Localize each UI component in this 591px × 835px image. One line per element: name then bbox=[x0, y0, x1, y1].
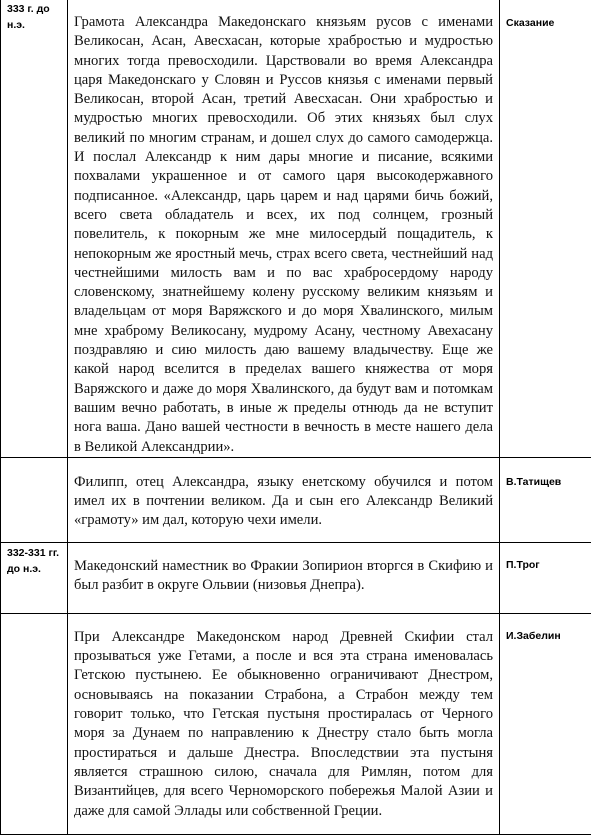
entry-text: Македонский наместник во Фракии Зопирион вторгся в Скифию и был разбит в округе Ольвии (низовья Днепра). bbox=[68, 543, 499, 596]
source-label: И.Забелин bbox=[500, 614, 591, 643]
text-cell bbox=[68, 0, 500, 457]
entry-text: Грамота Александра Македонскаго князьям русов с именами Великосан, Асан, Авесхасан, которые храбростью и мудростью многих тогда превосходили. Царствовали во время Александра царя Македонскаго у Словян и Руссов князья с именами первый Великосан, второй Асан, третий Авесхасан. Они храбростью и мудростью многих превосходили. Об этих князьях был слух великий по многим странам, и дошел слух до самого самодержца. И послал Александр к ним дары многие и писание, всякими похвалами украшенное и от самого царя высокодержавного подписанное. «Александр, царь царем и над царями бичь божий, всего света обладатель и всех, их под солнцем, грозный повелитель, к покорным же мне милосердый пощадитель, к непокорным же яростный мечь, страх всего света, честнейший над честнейшими милость вам и по вас храбросердому народу словенскому, знатнейшему колену русскому великим князьям и владельцам от моря Варяжского и до моря Хвалинского, милым мне храброму Великосану, мудрому Асану, честному Авехасану поздравляю и сию милость даю вашему владычеству. Еще же какой народ вселится в пределах вашего княжества от моря Варяжского и даже до моря Хвалинского, да будут вам и потомкам вашим вечно работать, в иные ж пределы отнюдь да не вступит нога ваша. Дано вашей честности в вечность в месте нашего дела в Великой Александрии». bbox=[68, 0, 499, 457]
table-row bbox=[1, 542, 591, 613]
date-cell bbox=[1, 542, 68, 613]
table-row bbox=[1, 613, 591, 834]
source-label: П.Трог bbox=[500, 543, 591, 572]
date-cell bbox=[1, 0, 68, 457]
date-label: 332-331 гг. до н.э. bbox=[1, 543, 67, 577]
date-label: 333 г. до н.э. bbox=[1, 0, 67, 33]
text-cell bbox=[68, 457, 500, 542]
date-label bbox=[1, 614, 67, 616]
source-cell bbox=[500, 457, 591, 542]
source-label: В.Татищев bbox=[500, 458, 591, 489]
date-cell bbox=[1, 457, 68, 542]
source-cell bbox=[500, 0, 591, 457]
source-cell bbox=[500, 542, 591, 613]
text-cell bbox=[68, 613, 500, 834]
table-row bbox=[1, 0, 591, 457]
text-cell bbox=[68, 542, 500, 613]
date-cell bbox=[1, 613, 68, 834]
entry-text: Филипп, отец Александра, языку енетскому обучился и потом имел их в почтении великом. Да и сын его Александр Великий «грамоту» им дал, которую чехи имели. bbox=[68, 458, 499, 531]
source-label: Сказание bbox=[500, 0, 591, 30]
table-row bbox=[1, 457, 591, 542]
source-cell bbox=[500, 613, 591, 834]
date-label bbox=[1, 458, 67, 460]
entry-text: При Александре Македонском народ Древней Скифии стал прозываться уже Гетами, а после и вся эта страна именовалась Гетскою пустынею. Ее обыкновенно ограничивают Днестром, основываясь на показании Страбона, а Страбон между тем говорит только, что Гетская пустыня простиралась от Черного моря за Дунаем по направлению к Днестру стало быть могла простираться и дальше Днестра. Впоследствии эта пустыня является страшною силою, сначала для Римлян, потом для Византийцев, для всего Черноморского побережья Малой Азии и даже для самой Эллады или собственной Греции. bbox=[68, 614, 499, 821]
